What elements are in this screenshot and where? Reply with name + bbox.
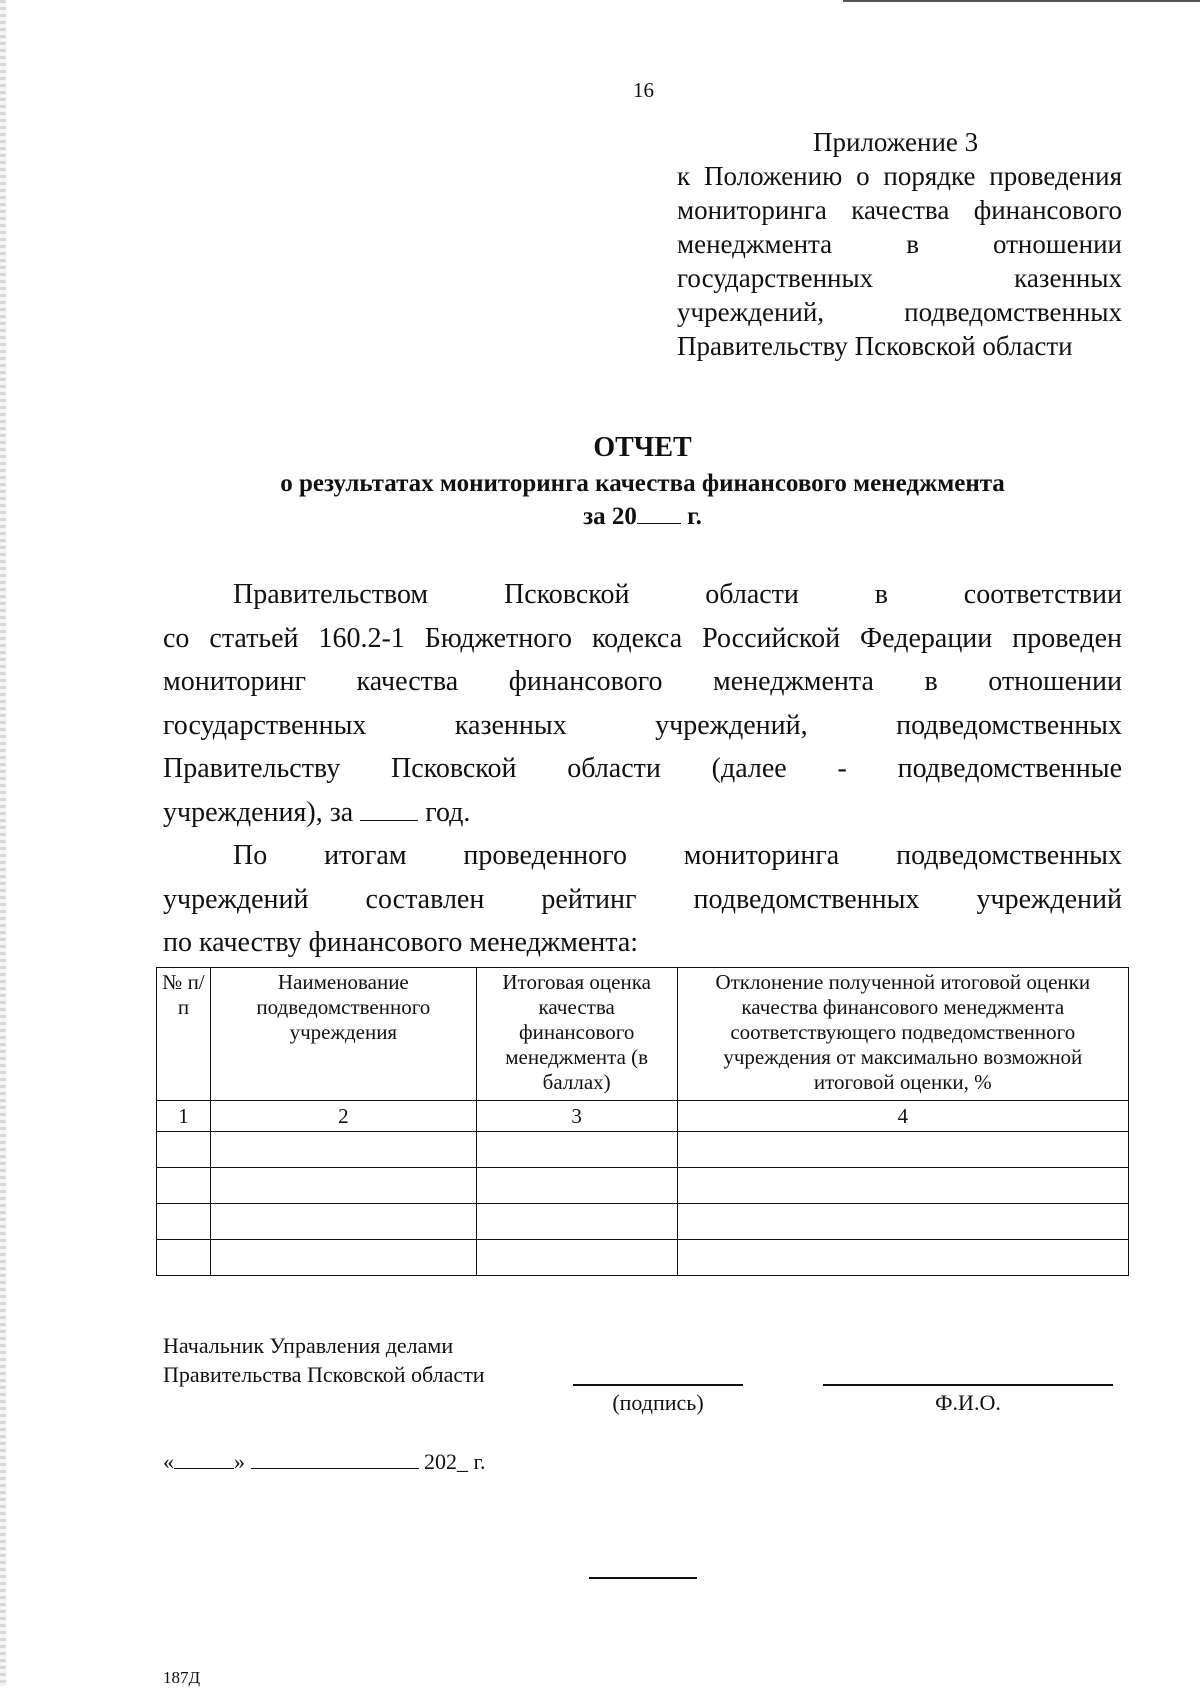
paragraph-line: мониторинг качества финансового менеджмента в отношении xyxy=(163,666,1122,697)
table-cell xyxy=(210,1204,476,1240)
paragraph-line: По итогам проведенного мониторинга подведомственных xyxy=(233,840,1122,871)
report-year-prefix: за 20 xyxy=(583,503,637,530)
table-row xyxy=(157,1240,1129,1276)
report-year-suffix: г. xyxy=(687,503,702,530)
date-close-quote: » xyxy=(234,1449,245,1474)
paragraph-line: Правительству Псковской области (далее - подведомственные xyxy=(163,753,1122,784)
page-number: 16 xyxy=(633,78,654,102)
table-cell xyxy=(157,1132,211,1168)
column-number: 4 xyxy=(677,1101,1128,1132)
footer-code: 187Д xyxy=(163,1668,201,1687)
table-cell xyxy=(476,1240,677,1276)
appendix-line: менеджмента в отношении xyxy=(677,229,1122,259)
paragraph-2 xyxy=(163,834,1122,965)
table-cell xyxy=(677,1132,1128,1168)
name-caption: Ф.И.О. xyxy=(935,1390,1001,1415)
header-deviation: Отклонение полученной итоговой оценки качества финансового менеджмента соответствующего подведомственного учреждения от максимально возможной итоговой оценки, % xyxy=(677,968,1128,1101)
bottom-rule xyxy=(589,1577,697,1579)
column-number: 3 xyxy=(476,1101,677,1132)
day-blank xyxy=(174,1448,234,1469)
signature-line xyxy=(573,1384,743,1386)
paragraph-line: государственных казенных учреждений, подведомственных xyxy=(163,709,1122,741)
table-cell xyxy=(677,1240,1128,1276)
table-cell xyxy=(476,1168,677,1204)
column-number: 2 xyxy=(210,1101,476,1132)
table-cell xyxy=(157,1204,211,1240)
scan-edge xyxy=(0,0,6,1686)
header-final-score: Итоговая оценка качества финансового менеджмента (в баллах) xyxy=(476,968,677,1101)
paragraph-last-line xyxy=(163,791,1122,835)
header-institution-name: Наименование подведомственного учреждения xyxy=(210,968,476,1101)
signature-caption: (подпись) xyxy=(612,1390,704,1415)
table-cell xyxy=(677,1204,1128,1240)
paragraph-line: учреждений составлен рейтинг подведомственных учреждений xyxy=(163,883,1122,915)
year-blank xyxy=(637,501,681,524)
paragraph-last-prefix: учреждения), за xyxy=(163,796,354,828)
rating-table xyxy=(156,967,1129,1276)
appendix-line: учреждений, подведомственных xyxy=(677,297,1122,327)
date-open-quote: « xyxy=(163,1449,174,1474)
table-cell xyxy=(210,1132,476,1168)
appendix-line: Правительству Псковской области xyxy=(677,331,1073,361)
table-cell xyxy=(157,1240,211,1276)
appendix-line: к Положению о порядке проведения xyxy=(677,161,1122,191)
date-line xyxy=(163,1448,486,1475)
appendix-line: мониторинга качества финансового xyxy=(677,195,1122,225)
appendix-line: государственных казенных xyxy=(677,263,1122,293)
paragraph-line: Правительством Псковской области в соответствии xyxy=(233,579,1122,610)
year-blank xyxy=(360,800,418,821)
table-row xyxy=(157,1168,1129,1204)
signatory-position-line: Правительства Псковской области xyxy=(163,1362,485,1387)
header-number: № п/п xyxy=(157,968,211,1101)
top-rule xyxy=(843,0,1200,2)
report-subtitle: о результатах мониторинга качества финансового менеджмента xyxy=(280,470,1005,497)
report-title: ОТЧЕТ xyxy=(593,432,692,463)
month-blank xyxy=(251,1448,419,1469)
paragraph-1 xyxy=(163,573,1122,834)
table-cell xyxy=(210,1240,476,1276)
appendix-text xyxy=(677,159,1122,363)
table-row xyxy=(157,1132,1129,1168)
table-row xyxy=(157,1204,1129,1240)
table-cell xyxy=(476,1204,677,1240)
report-year xyxy=(150,501,1135,531)
table-cell xyxy=(157,1168,211,1204)
table-cell xyxy=(677,1168,1128,1204)
column-number: 1 xyxy=(157,1101,211,1132)
name-line xyxy=(823,1384,1113,1386)
paragraph-last-suffix: год. xyxy=(425,796,471,828)
table-cell xyxy=(476,1132,677,1168)
column-number-row xyxy=(157,1101,1129,1132)
signatory-position xyxy=(163,1331,485,1389)
paragraph-line: со статьей 160.2-1 Бюджетного кодекса Российской Федерации проведен xyxy=(163,622,1122,654)
date-year: 202_ г. xyxy=(424,1449,486,1474)
table-cell xyxy=(210,1168,476,1204)
signatory-position-line: Начальник Управления делами xyxy=(163,1333,454,1358)
paragraph-line: по качеству финансового менеджмента: xyxy=(163,927,639,958)
appendix-title: Приложение 3 xyxy=(813,127,979,157)
